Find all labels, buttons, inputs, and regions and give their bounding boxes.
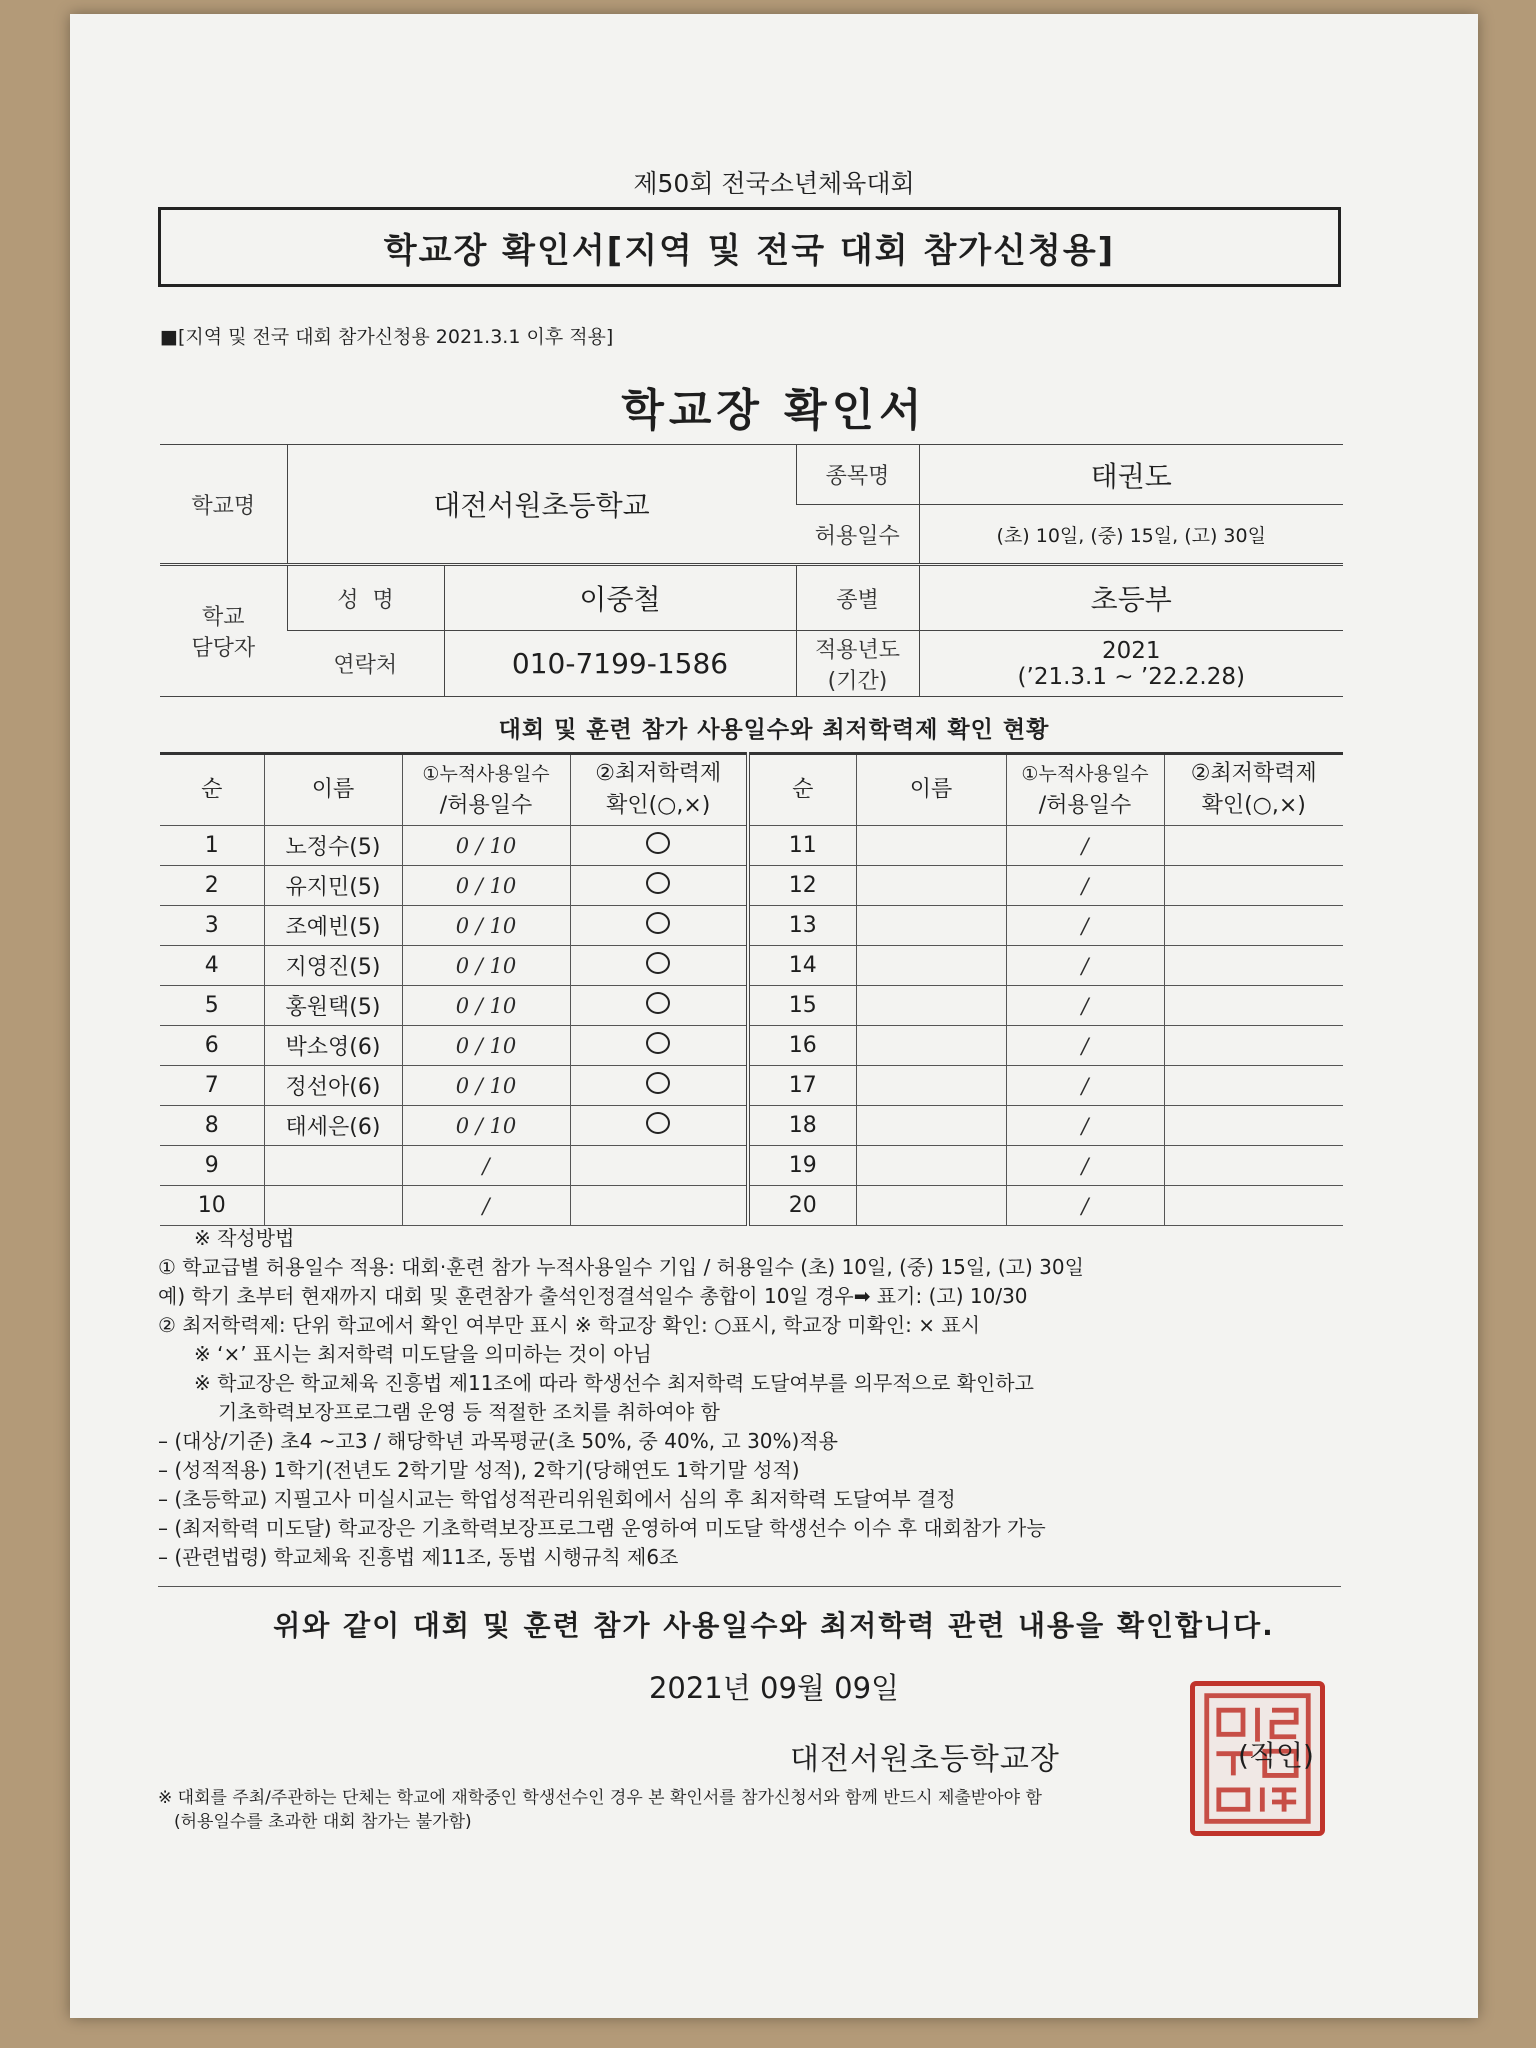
- footnote-line: (허용일수를 초과한 대회 참가는 불가함): [174, 1812, 472, 1832]
- cell-check: [1164, 1186, 1343, 1226]
- cell-check: [1164, 986, 1343, 1026]
- cell-no: 1: [160, 826, 264, 866]
- circle-mark-icon: [646, 1072, 670, 1094]
- cell-name: 홍원택(5): [264, 986, 402, 1026]
- table-row: [160, 866, 1343, 906]
- issue-date: 2021년 09월 09일: [648, 1671, 900, 1705]
- cell-days: /: [1006, 826, 1164, 866]
- cell-days: 0 / 10: [402, 826, 570, 866]
- table-row: [160, 1026, 1343, 1066]
- document-paper: [70, 14, 1478, 2018]
- cell-days: /: [1006, 866, 1164, 906]
- header-days-line2: /허용일수: [439, 793, 533, 818]
- cell-days: /: [1006, 1186, 1164, 1226]
- cell-days: /: [402, 1146, 570, 1186]
- header-check: [570, 754, 748, 826]
- cell-check: [1164, 1146, 1343, 1186]
- cell-days: /: [1006, 1146, 1164, 1186]
- cell-days: 0 / 10: [402, 986, 570, 1026]
- cell-check: [570, 1026, 748, 1066]
- cell-check: [570, 1186, 748, 1226]
- instruction-line: 기초학력보장프로그램 운영 등 적절한 조치를 취하여야 함: [218, 1400, 720, 1424]
- header-no: 순: [160, 754, 264, 826]
- instruction-line: ① 학교급별 허용일수 적용: 대회·훈련 참가 누적사용일수 기입 / 허용일수 (초) 10일, (중) 15일, (고) 30일: [158, 1255, 1084, 1279]
- cell-no: 9: [160, 1146, 264, 1186]
- cell-name: [856, 866, 1006, 906]
- cell-no: 20: [748, 1186, 856, 1226]
- cell-no: 6: [160, 1026, 264, 1066]
- phone-value: 010-7199-1586: [444, 631, 796, 697]
- header-name: 이름: [264, 754, 402, 826]
- cell-no: 19: [748, 1146, 856, 1186]
- cell-days: 0 / 10: [402, 906, 570, 946]
- cell-days: /: [1006, 906, 1164, 946]
- cell-name: 유지민(5): [264, 866, 402, 906]
- header-days-right-line2: /허용일수: [1038, 793, 1132, 818]
- cell-name: [856, 1026, 1006, 1066]
- division-value: 초등부: [919, 565, 1343, 631]
- cell-check: [1164, 1026, 1343, 1066]
- cell-days: /: [1006, 946, 1164, 986]
- roster-table: [160, 752, 1343, 1226]
- phone-label: 연락처: [287, 631, 444, 697]
- cell-days: 0 / 10: [402, 1026, 570, 1066]
- table-row: [160, 946, 1343, 986]
- submission-footnote: [158, 1786, 1042, 1834]
- contact-label-line1: 학교: [201, 605, 245, 630]
- cell-no: 8: [160, 1106, 264, 1146]
- cell-check: [1164, 1066, 1343, 1106]
- cell-no: 10: [160, 1186, 264, 1226]
- cell-no: 11: [748, 826, 856, 866]
- apply-note: ■[지역 및 전국 대회 참가신청용 2021.3.1 이후 적용]: [160, 326, 614, 348]
- table-row: [160, 826, 1343, 866]
- cell-no: 17: [748, 1066, 856, 1106]
- instruction-line: – (초등학교) 지필고사 미실시교는 학업성적관리위원회에서 심의 후 최저학력 도달여부 결정: [158, 1487, 956, 1511]
- cell-name: [856, 826, 1006, 866]
- cell-no: 4: [160, 946, 264, 986]
- table-row: [160, 1186, 1343, 1226]
- cell-name: 박소영(6): [264, 1026, 402, 1066]
- divider-line: [158, 1586, 1341, 1587]
- header-check-line2: 확인(○,×): [606, 793, 711, 818]
- cell-check: [1164, 866, 1343, 906]
- circle-mark-icon: [646, 1112, 670, 1134]
- year-value-line1: 2021: [1101, 637, 1161, 664]
- cell-no: 18: [748, 1106, 856, 1146]
- circle-mark-icon: [646, 992, 670, 1014]
- circle-mark-icon: [646, 872, 670, 894]
- instruction-line: – (최저학력 미도달) 학교장은 기초학력보장프로그램 운영하여 미도달 학생선수 이수 후 대회참가 가능: [158, 1516, 1046, 1540]
- cell-check: [1164, 1106, 1343, 1146]
- sport-label: 종목명: [796, 445, 919, 505]
- table-row: [160, 906, 1343, 946]
- roster-subtitle: 대회 및 훈련 참가 사용일수와 최저학력제 확인 현황: [498, 717, 1050, 743]
- name-label: 성 명: [287, 565, 444, 631]
- info-table: [160, 444, 1343, 697]
- cell-no: 14: [748, 946, 856, 986]
- cell-name: [856, 986, 1006, 1026]
- header-check-right-line2: 확인(○,×): [1201, 793, 1306, 818]
- document-title: 학교장 확인서: [621, 385, 927, 436]
- header-name-right: 이름: [856, 754, 1006, 826]
- sport-value: 태권도: [919, 445, 1343, 505]
- cell-days: /: [1006, 1026, 1164, 1066]
- confirmation-statement: 위와 같이 대회 및 훈련 참가 사용일수와 최저학력 관련 내용을 확인합니다.: [273, 1609, 1275, 1642]
- instruction-line: ※ 학교장은 학교체육 진흥법 제11조에 따라 학생선수 최저학력 도달여부를 의무적으로 확인하고: [194, 1371, 1034, 1395]
- year-value: [919, 631, 1343, 697]
- cell-no: 2: [160, 866, 264, 906]
- cell-check: [570, 1146, 748, 1186]
- cell-no: 13: [748, 906, 856, 946]
- year-label: [796, 631, 919, 697]
- year-value-line2: (’21.3.1 ~ ’22.2.28): [1017, 663, 1245, 690]
- header-check-right: [1164, 754, 1343, 826]
- instruction-line: – (성적적용) 1학기(전년도 2학기말 성적), 2학기(당해연도 1학기말 성적): [158, 1458, 800, 1482]
- cell-days: 0 / 10: [402, 946, 570, 986]
- cell-name: 태세은(6): [264, 1106, 402, 1146]
- contact-label: [160, 565, 287, 697]
- cell-days: /: [402, 1186, 570, 1226]
- writing-instructions: [158, 1224, 1368, 1572]
- allowed-days-label: 허용일수: [796, 505, 919, 565]
- cell-check: [1164, 906, 1343, 946]
- header-days: [402, 754, 570, 826]
- cell-days: /: [1006, 1106, 1164, 1146]
- circle-mark-icon: [646, 952, 670, 974]
- cell-name: [856, 1066, 1006, 1106]
- cell-check: [1164, 826, 1343, 866]
- table-row: [160, 1066, 1343, 1106]
- instruction-line: ※ 작성방법: [194, 1226, 295, 1250]
- cell-days: 0 / 10: [402, 1066, 570, 1106]
- header-check-line1: ②최저학력제: [595, 761, 722, 786]
- cell-name: [264, 1146, 402, 1186]
- instruction-line: – (대상/기준) 초4 ~고3 / 해당학년 과목평균(초 50%, 중 40%, 고 30%)적용: [158, 1429, 838, 1453]
- cell-no: 12: [748, 866, 856, 906]
- circle-mark-icon: [646, 1032, 670, 1054]
- cell-name: 지영진(5): [264, 946, 402, 986]
- cell-check: [570, 986, 748, 1026]
- cell-name: [856, 1186, 1006, 1226]
- cell-no: 16: [748, 1026, 856, 1066]
- circle-mark-icon: [646, 912, 670, 934]
- form-title-box: 학교장 확인서[지역 및 전국 대회 참가신청용]: [158, 207, 1341, 287]
- circle-mark-icon: [646, 832, 670, 854]
- cell-name: [856, 1106, 1006, 1146]
- instruction-line: ※ ‘×’ 표시는 최저학력 미도달을 의미하는 것이 아님: [194, 1342, 652, 1366]
- table-row: [160, 1106, 1343, 1146]
- school-label: 학교명: [160, 445, 287, 565]
- cell-check: [1164, 946, 1343, 986]
- header-days-right: [1006, 754, 1164, 826]
- cell-days: 0 / 10: [402, 866, 570, 906]
- event-name: 제50회 전국소년체육대회: [633, 169, 915, 198]
- cell-check: [570, 946, 748, 986]
- allowed-days-value: (초) 10일, (중) 15일, (고) 30일: [919, 505, 1343, 565]
- cell-check: [570, 1106, 748, 1146]
- division-label: 종별: [796, 565, 919, 631]
- cell-check: [570, 866, 748, 906]
- cell-days: 0 / 10: [402, 1106, 570, 1146]
- header-check-right-line1: ②최저학력제: [1190, 761, 1317, 786]
- table-row: [160, 986, 1343, 1026]
- cell-check: [570, 826, 748, 866]
- cell-name: 정선아(6): [264, 1066, 402, 1106]
- cell-days: /: [1006, 1066, 1164, 1106]
- cell-no: 15: [748, 986, 856, 1026]
- cell-check: [570, 1066, 748, 1106]
- cell-no: 3: [160, 906, 264, 946]
- year-label-line1: 적용년도: [814, 637, 900, 663]
- cell-name: 조예빈(5): [264, 906, 402, 946]
- instruction-line: ② 최저학력제: 단위 학교에서 확인 여부만 표시 ※ 학교장 확인: ○표시, 학교장 미확인: × 표시: [158, 1313, 981, 1337]
- seal-label: (직인): [1238, 1739, 1314, 1772]
- cell-name: [264, 1186, 402, 1226]
- footnote-line: ※ 대회를 주최/주관하는 단체는 학교에 재학중인 학생선수인 경우 본 확인서를 참가신청서와 함께 반드시 제출받아야 함: [158, 1788, 1042, 1808]
- cell-check: [570, 906, 748, 946]
- header-days-line1: ①누적사용일수: [422, 763, 550, 785]
- header-days-right-line1: ①누적사용일수: [1021, 763, 1149, 785]
- instruction-line: – (관련법령) 학교체육 진흥법 제11조, 동법 시행규칙 제6조: [158, 1545, 679, 1569]
- cell-name: [856, 1146, 1006, 1186]
- principal-name: 대전서원초등학교장: [790, 1742, 1060, 1777]
- cell-no: 7: [160, 1066, 264, 1106]
- contact-label-line2: 담당자: [191, 636, 256, 661]
- cell-days: /: [1006, 986, 1164, 1026]
- instruction-line: 예) 학기 초부터 현재까지 대회 및 훈련참가 출석인정결석일수 총합이 10일 경우➡ 표기: (고) 10/30: [158, 1284, 1028, 1308]
- school-value: 대전서원초등학교: [287, 445, 796, 565]
- name-value: 이중철: [444, 565, 796, 631]
- cell-name: [856, 946, 1006, 986]
- year-label-line2: (기간): [827, 668, 888, 694]
- cell-name: 노정수(5): [264, 826, 402, 866]
- header-no-right: 순: [748, 754, 856, 826]
- cell-no: 5: [160, 986, 264, 1026]
- cell-name: [856, 906, 1006, 946]
- table-row: [160, 1146, 1343, 1186]
